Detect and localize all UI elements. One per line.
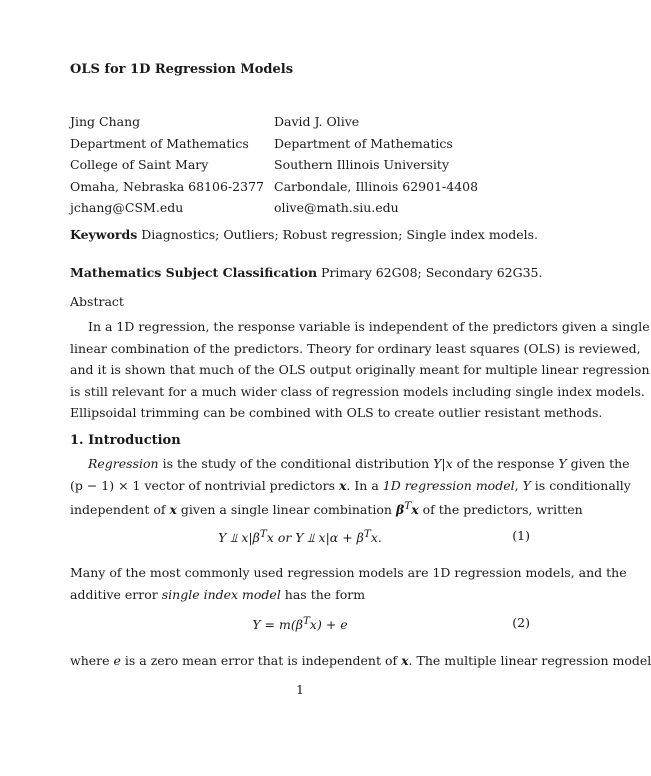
page-number: 1 xyxy=(296,682,304,697)
keywords-label: Keywords xyxy=(70,227,138,242)
author-email: jchang@CSM.edu xyxy=(70,200,184,215)
msc-text: Primary 62G08; Secondary 62G35. xyxy=(321,265,543,280)
abstract-line: Ellipsoidal trimming can be combined with OLS to create outlier resistant methods. xyxy=(70,405,603,421)
author-email: olive@math.siu.edu xyxy=(274,200,399,215)
author-name: Jing Chang xyxy=(70,114,141,129)
equation-1-formula: Y ⫫ $x|\beta^Tx$ or Y ⫫ $x|\alpha + \beta^Tx$. xyxy=(218,528,382,546)
abstract-line: In a 1D regression, the response variable is independent of the predictors given a single xyxy=(88,319,650,334)
paragraph-3 xyxy=(70,650,651,672)
msc-label: Mathematics Subject Classification xyxy=(70,265,318,280)
author-name: David J. Olive xyxy=(274,114,360,129)
author-block-left xyxy=(70,111,264,219)
abstract-heading: Abstract xyxy=(70,294,124,309)
equation-2-formula: $Y = m(\beta^Tx) + e$ xyxy=(252,615,348,633)
introduction-paragraph xyxy=(70,453,631,521)
abstract-line: and it is shown that much of the OLS output originally meant for multiple linear regression xyxy=(70,362,650,378)
author-block-right xyxy=(274,111,478,219)
body-line: where e is a zero mean error that is independent of x. The multiple linear regression model xyxy=(70,653,651,668)
section-heading-introduction: 1. Introduction xyxy=(70,433,181,448)
intro-line: independent of x given a single linear combination $\beta^Tx$ of the predictors, written xyxy=(70,500,583,518)
equation-1-number: (1) xyxy=(512,528,530,543)
intro-line: Regression is the study of the conditional distribution Y|x of the response Y given the xyxy=(88,456,630,471)
keywords-text: Diagnostics; Outliers; Robust regression; Single index models. xyxy=(141,227,538,242)
author-department: Department of Mathematics xyxy=(274,135,453,151)
abstract-line: linear combination of the predictors. Theory for ordinary least squares (OLS) is reviewed, xyxy=(70,340,641,356)
author-department: Department of Mathematics xyxy=(70,135,249,151)
author-institution: College of Saint Mary xyxy=(70,157,209,172)
abstract-line: is still relevant for a much wider class of regression models including single index models. xyxy=(70,383,645,399)
author-address: Carbondale, Illinois 62901-4408 xyxy=(274,178,479,194)
equation-2 xyxy=(70,615,530,635)
body-line: additive error single index model has the form xyxy=(70,586,366,602)
paper-title: OLS for 1D Regression Models xyxy=(70,62,294,77)
keywords-line xyxy=(70,227,538,242)
author-address: Omaha, Nebraska 68106-2377 xyxy=(70,178,264,194)
author-institution: Southern Illinois University xyxy=(274,157,450,172)
body-line: Many of the most commonly used regression models are 1D regression models, and the xyxy=(70,565,627,580)
abstract-body xyxy=(70,316,650,424)
intro-line: (p − 1) × 1 vector of nontrivial predictors x. In a 1D regression model, Y is conditionally xyxy=(70,477,631,493)
msc-line xyxy=(70,265,543,280)
equation-2-number: (2) xyxy=(512,615,530,630)
equation-1 xyxy=(70,528,530,548)
paragraph-2 xyxy=(70,562,627,605)
